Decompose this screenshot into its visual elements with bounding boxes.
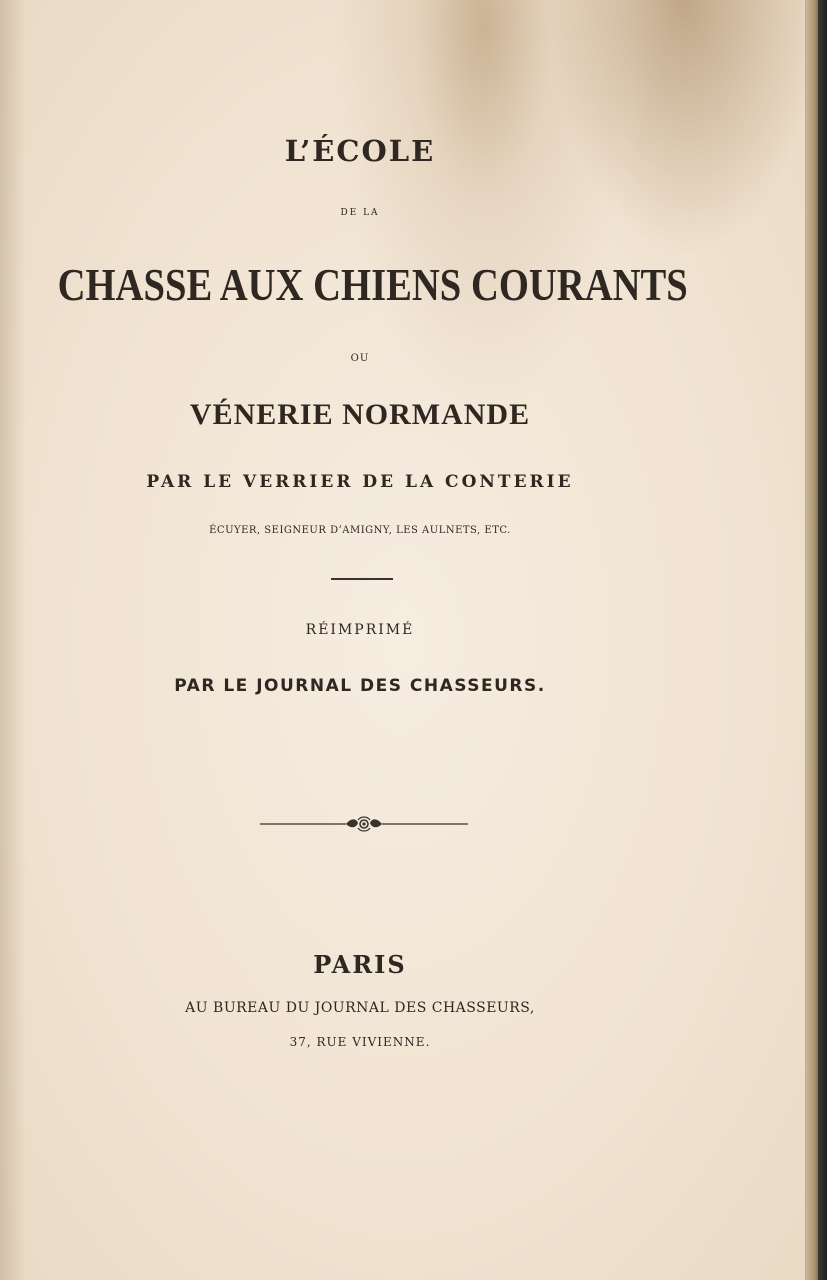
title-ou: OU bbox=[350, 353, 370, 364]
main-title: CHASSE AUX CHIENS COURANTS bbox=[57, 259, 688, 310]
imprint-publisher: AU BUREAU DU JOURNAL DES CHASSEURS, bbox=[185, 1000, 535, 1016]
imprint-city: PARIS bbox=[313, 950, 407, 979]
floral-ornament-icon bbox=[258, 814, 470, 834]
binding-edge bbox=[818, 0, 827, 1280]
author-titles: ÉCUYER, SEIGNEUR D’AMIGNY, LES AULNETS, ETC. bbox=[209, 525, 511, 536]
title-de-la: DE LA bbox=[340, 208, 380, 218]
subtitle: VÉNERIE NORMANDE bbox=[189, 398, 531, 431]
title-ecole: L’ÉCOLE bbox=[284, 134, 436, 168]
reprint-label: RÉIMPRIMÉ bbox=[305, 622, 415, 638]
imprint-address: 37, RUE VIVIENNE. bbox=[289, 1035, 431, 1049]
reprint-by: PAR LE JOURNAL DES CHASSEURS. bbox=[174, 676, 546, 696]
author-line: PAR LE VERRIER DE LA CONTERIE bbox=[146, 472, 574, 492]
short-divider-rule bbox=[331, 578, 393, 580]
